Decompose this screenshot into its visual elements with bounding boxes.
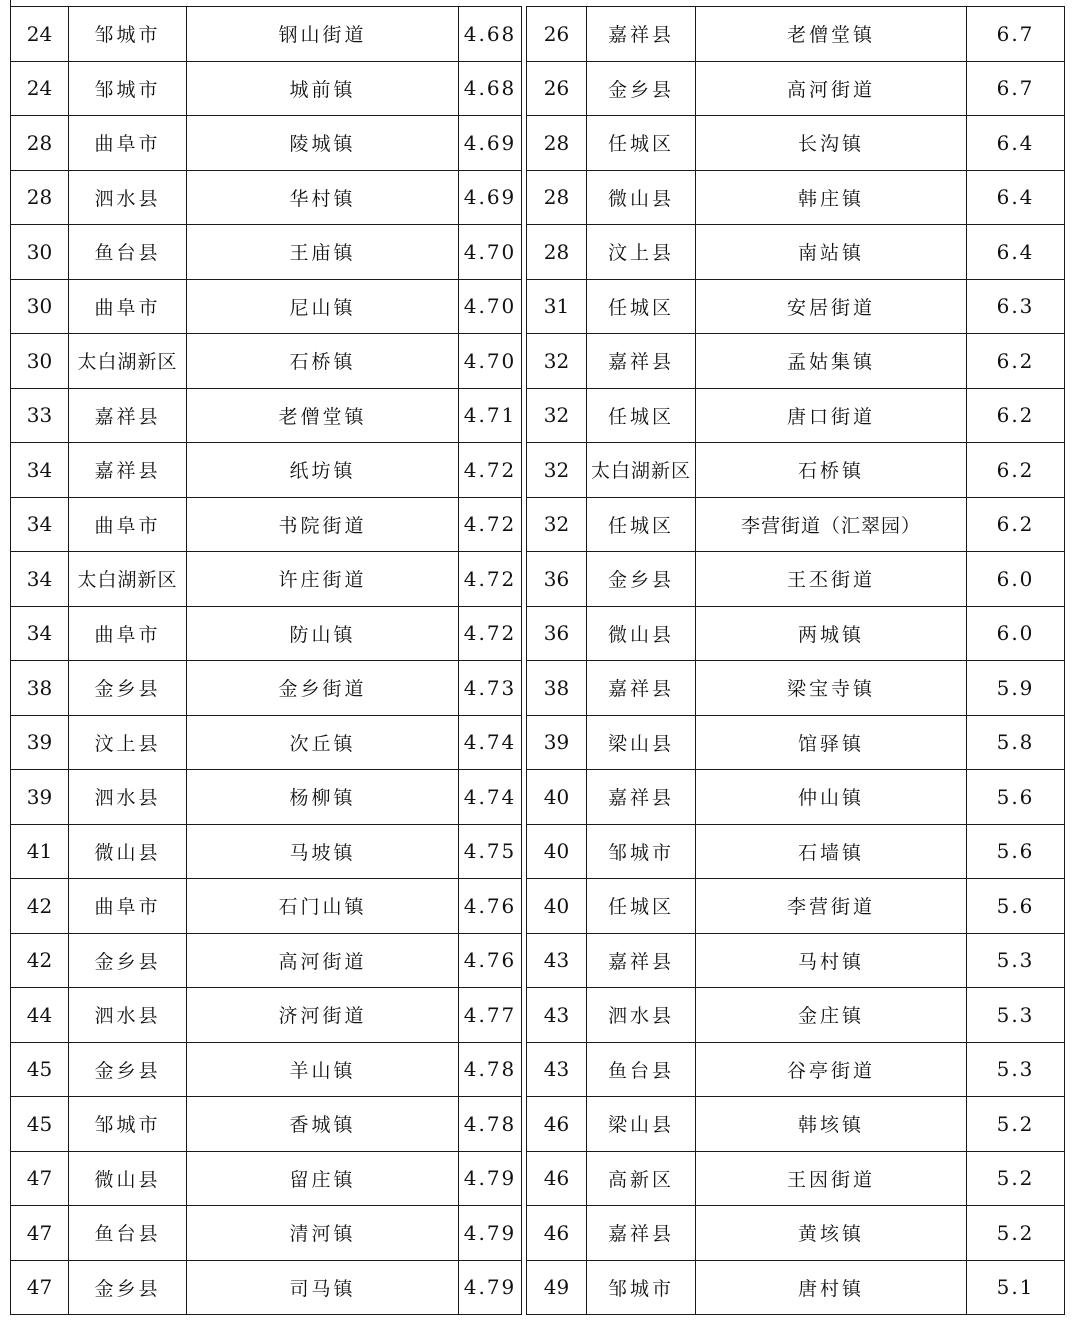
county-cell: 泗水县 [587,988,696,1043]
county-cell: 任城区 [587,879,696,934]
value-cell: 6.3 [967,279,1065,334]
town-cell: 石墙镇 [696,824,967,879]
value-cell: 4.79 [459,1260,522,1315]
town-cell: 书院街道 [187,497,459,552]
town-cell: 羊山镇 [187,1042,459,1097]
table-row [11,988,522,1043]
rank-cell: 32 [527,443,587,498]
rank-cell: 34 [11,443,69,498]
county-cell: 曲阜市 [69,279,187,334]
ranking-table-right-body [527,7,1065,1315]
rank-cell: 34 [11,552,69,607]
rank-cell: 30 [11,279,69,334]
rank-cell: 24 [11,61,69,116]
value-cell: 5.6 [967,879,1065,934]
town-cell: 马坡镇 [187,824,459,879]
town-cell: 韩垓镇 [696,1097,967,1152]
rank-cell: 34 [11,497,69,552]
rank-cell: 28 [527,170,587,225]
town-cell: 王丕街道 [696,552,967,607]
town-cell: 留庄镇 [187,1151,459,1206]
value-cell: 6.0 [967,552,1065,607]
table-row [527,552,1065,607]
ranking-table-left-body [11,7,522,1315]
county-cell: 邹城市 [69,7,187,62]
value-cell: 4.74 [459,770,522,825]
rank-cell: 46 [527,1097,587,1152]
ranking-table-left [10,6,522,1315]
table-row [11,1260,522,1315]
rank-cell: 43 [527,1042,587,1097]
town-cell: 孟姑集镇 [696,334,967,389]
county-cell: 汶上县 [69,715,187,770]
town-cell: 陵城镇 [187,116,459,171]
rank-cell: 45 [11,1042,69,1097]
county-cell: 邹城市 [587,824,696,879]
rank-cell: 43 [527,988,587,1043]
rank-cell: 46 [527,1151,587,1206]
county-cell: 曲阜市 [69,497,187,552]
town-cell: 安居街道 [696,279,967,334]
table-row [11,552,522,607]
town-cell: 城前镇 [187,61,459,116]
rank-cell: 49 [527,1260,587,1315]
county-cell: 微山县 [587,606,696,661]
town-cell: 纸坊镇 [187,443,459,498]
rank-cell: 26 [527,7,587,62]
county-cell: 任城区 [587,497,696,552]
table-row [527,1151,1065,1206]
county-cell: 嘉祥县 [587,334,696,389]
table-row [11,7,522,62]
county-cell: 曲阜市 [69,606,187,661]
town-cell: 华村镇 [187,170,459,225]
town-cell: 钢山街道 [187,7,459,62]
rank-cell: 43 [527,933,587,988]
town-cell: 谷亭街道 [696,1042,967,1097]
rank-cell: 36 [527,606,587,661]
rank-cell: 41 [11,824,69,879]
rank-cell: 47 [11,1206,69,1261]
county-cell: 嘉祥县 [587,7,696,62]
value-cell: 4.70 [459,225,522,280]
county-cell: 任城区 [587,279,696,334]
county-cell: 任城区 [587,388,696,443]
table-row [11,661,522,716]
rank-cell: 42 [11,933,69,988]
table-row [527,497,1065,552]
table-row [11,1206,522,1261]
rank-cell: 34 [11,606,69,661]
rank-cell: 40 [527,879,587,934]
value-cell: 5.2 [967,1097,1065,1152]
table-row [527,1097,1065,1152]
table-row [11,1151,522,1206]
value-cell: 4.68 [459,61,522,116]
county-cell: 微山县 [69,1151,187,1206]
county-cell: 曲阜市 [69,879,187,934]
county-cell: 太白湖新区 [69,552,187,607]
value-cell: 5.3 [967,988,1065,1043]
town-cell: 梁宝寺镇 [696,661,967,716]
value-cell: 4.76 [459,879,522,934]
rank-cell: 46 [527,1206,587,1261]
rank-cell: 32 [527,388,587,443]
value-cell: 5.2 [967,1151,1065,1206]
table-row [11,1042,522,1097]
value-cell: 6.2 [967,388,1065,443]
county-cell: 嘉祥县 [69,443,187,498]
table-row [527,1206,1065,1261]
town-cell: 石桥镇 [187,334,459,389]
town-cell: 马村镇 [696,933,967,988]
table-row [11,116,522,171]
county-cell: 嘉祥县 [69,388,187,443]
value-cell: 4.78 [459,1042,522,1097]
table-row [527,1260,1065,1315]
value-cell: 4.73 [459,661,522,716]
county-cell: 曲阜市 [69,116,187,171]
table-row [11,388,522,443]
rank-cell: 47 [11,1151,69,1206]
county-cell: 梁山县 [587,715,696,770]
table-row [527,1042,1065,1097]
town-cell: 高河街道 [696,61,967,116]
town-cell: 石门山镇 [187,879,459,934]
value-cell: 4.77 [459,988,522,1043]
rank-cell: 39 [527,715,587,770]
rank-cell: 38 [11,661,69,716]
rank-cell: 31 [527,279,587,334]
county-cell: 邹城市 [587,1260,696,1315]
rank-cell: 32 [527,497,587,552]
table-row [527,279,1065,334]
county-cell: 高新区 [587,1151,696,1206]
value-cell: 6.7 [967,7,1065,62]
table-row [527,388,1065,443]
table-row [11,879,522,934]
county-cell: 鱼台县 [69,1206,187,1261]
value-cell: 4.69 [459,116,522,171]
town-cell: 李营街道 [696,879,967,934]
town-cell: 黄垓镇 [696,1206,967,1261]
table-row [527,61,1065,116]
value-cell: 5.8 [967,715,1065,770]
table-row [11,497,522,552]
town-cell: 唐村镇 [696,1260,967,1315]
table-row [11,443,522,498]
county-cell: 鱼台县 [587,1042,696,1097]
town-cell: 济河街道 [187,988,459,1043]
value-cell: 5.2 [967,1206,1065,1261]
value-cell: 4.78 [459,1097,522,1152]
table-row [527,606,1065,661]
table-row [11,170,522,225]
value-cell: 5.6 [967,770,1065,825]
town-cell: 司马镇 [187,1260,459,1315]
value-cell: 6.2 [967,497,1065,552]
town-cell: 唐口街道 [696,388,967,443]
value-cell: 6.2 [967,443,1065,498]
value-cell: 5.3 [967,1042,1065,1097]
town-cell: 金乡街道 [187,661,459,716]
rank-cell: 40 [527,770,587,825]
rank-cell: 30 [11,225,69,280]
town-cell: 仲山镇 [696,770,967,825]
town-cell: 许庄街道 [187,552,459,607]
county-cell: 泗水县 [69,170,187,225]
rank-cell: 39 [11,770,69,825]
table-row [527,443,1065,498]
value-cell: 6.4 [967,225,1065,280]
table-row [11,334,522,389]
value-cell: 4.68 [459,7,522,62]
rank-cell: 38 [527,661,587,716]
table-row [527,225,1065,280]
table-row [11,715,522,770]
value-cell: 4.70 [459,334,522,389]
table-row [11,933,522,988]
rank-cell: 33 [11,388,69,443]
value-cell: 5.1 [967,1260,1065,1315]
rank-cell: 42 [11,879,69,934]
town-cell: 尼山镇 [187,279,459,334]
rank-cell: 30 [11,334,69,389]
rank-cell: 40 [527,824,587,879]
table-row [527,879,1065,934]
county-cell: 泗水县 [69,988,187,1043]
table-row [527,334,1065,389]
value-cell: 4.71 [459,388,522,443]
table-row [11,770,522,825]
town-cell: 次丘镇 [187,715,459,770]
value-cell: 4.79 [459,1151,522,1206]
town-cell: 金庄镇 [696,988,967,1043]
county-cell: 金乡县 [69,1260,187,1315]
county-cell: 泗水县 [69,770,187,825]
rank-cell: 28 [527,116,587,171]
town-cell: 高河街道 [187,933,459,988]
value-cell: 4.79 [459,1206,522,1261]
county-cell: 梁山县 [587,1097,696,1152]
town-cell: 香城镇 [187,1097,459,1152]
value-cell: 4.69 [459,170,522,225]
value-cell: 6.7 [967,61,1065,116]
rank-cell: 47 [11,1260,69,1315]
value-cell: 4.72 [459,443,522,498]
value-cell: 6.4 [967,170,1065,225]
value-cell: 4.72 [459,552,522,607]
table-row [11,606,522,661]
county-cell: 金乡县 [69,661,187,716]
town-cell: 老僧堂镇 [187,388,459,443]
rank-cell: 28 [11,116,69,171]
town-cell: 长沟镇 [696,116,967,171]
county-cell: 嘉祥县 [587,661,696,716]
town-cell: 南站镇 [696,225,967,280]
table-row [11,279,522,334]
rank-cell: 26 [527,61,587,116]
town-cell: 清河镇 [187,1206,459,1261]
table-row [11,61,522,116]
table-row [11,1097,522,1152]
county-cell: 微山县 [69,824,187,879]
table-row [527,170,1065,225]
value-cell: 5.9 [967,661,1065,716]
table-row [527,770,1065,825]
rank-cell: 44 [11,988,69,1043]
county-cell: 鱼台县 [69,225,187,280]
value-cell: 4.74 [459,715,522,770]
county-cell: 太白湖新区 [69,334,187,389]
town-cell: 两城镇 [696,606,967,661]
table-row [527,7,1065,62]
table-row [527,824,1065,879]
county-cell: 金乡县 [69,1042,187,1097]
county-cell: 邹城市 [69,1097,187,1152]
town-cell: 防山镇 [187,606,459,661]
value-cell: 6.2 [967,334,1065,389]
value-cell: 4.76 [459,933,522,988]
table-row [11,225,522,280]
table-row [527,933,1065,988]
town-cell: 王因街道 [696,1151,967,1206]
ranking-table-right [526,6,1065,1315]
table-row [527,988,1065,1043]
town-cell: 石桥镇 [696,443,967,498]
table-row [527,661,1065,716]
value-cell: 6.4 [967,116,1065,171]
county-cell: 金乡县 [587,61,696,116]
county-cell: 邹城市 [69,61,187,116]
value-cell: 5.6 [967,824,1065,879]
town-cell: 老僧堂镇 [696,7,967,62]
value-cell: 5.3 [967,933,1065,988]
county-cell: 任城区 [587,116,696,171]
rank-cell: 45 [11,1097,69,1152]
county-cell: 嘉祥县 [587,933,696,988]
town-cell: 杨柳镇 [187,770,459,825]
county-cell: 太白湖新区 [587,443,696,498]
town-cell: 馆驿镇 [696,715,967,770]
rank-cell: 28 [11,170,69,225]
rank-cell: 36 [527,552,587,607]
value-cell: 4.72 [459,497,522,552]
county-cell: 金乡县 [69,933,187,988]
rank-cell: 28 [527,225,587,280]
table-row [527,116,1065,171]
county-cell: 汶上县 [587,225,696,280]
value-cell: 4.72 [459,606,522,661]
county-cell: 嘉祥县 [587,770,696,825]
rank-cell: 24 [11,7,69,62]
value-cell: 4.75 [459,824,522,879]
value-cell: 4.70 [459,279,522,334]
rank-cell: 39 [11,715,69,770]
town-cell: 王庙镇 [187,225,459,280]
rank-cell: 32 [527,334,587,389]
table-row [11,824,522,879]
county-cell: 金乡县 [587,552,696,607]
table-row [527,715,1065,770]
county-cell: 嘉祥县 [587,1206,696,1261]
town-cell: 李营街道（汇翠园） [696,497,967,552]
town-cell: 韩庄镇 [696,170,967,225]
county-cell: 微山县 [587,170,696,225]
value-cell: 6.0 [967,606,1065,661]
